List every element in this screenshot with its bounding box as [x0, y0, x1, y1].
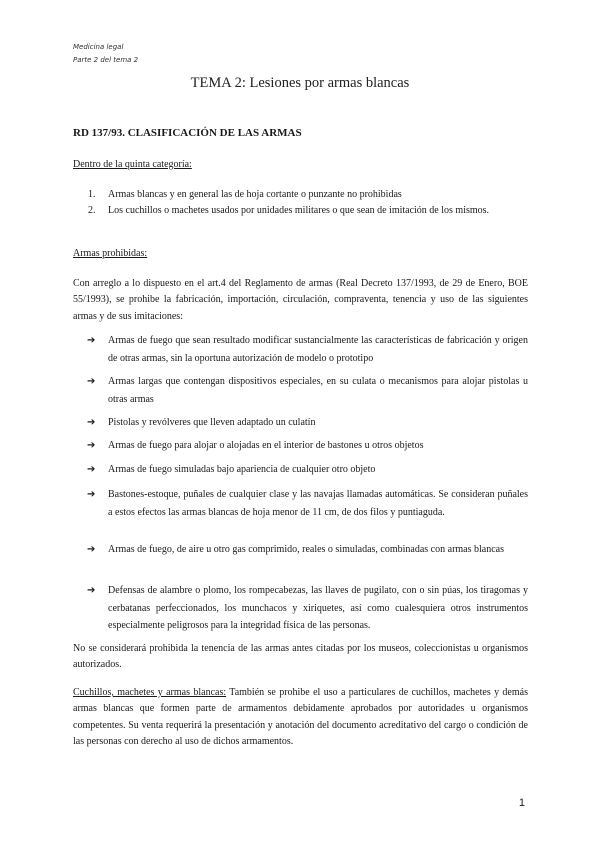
prohibited-item: [88, 414, 528, 432]
arrow-right-icon: ➔: [87, 440, 96, 451]
arrow-right-icon: ➔: [87, 335, 96, 346]
prohibited-item-text: Armas de fuego simuladas bajo apariencia de cualquier otro objeto: [108, 464, 376, 475]
list-item: [89, 204, 528, 218]
arrow-right-icon: ➔: [87, 585, 96, 596]
cuchillos-label: Cuchillos, machetes y armas blancas:: [73, 687, 227, 698]
arrow-right-icon: ➔: [87, 544, 96, 555]
arrow-right-icon: ➔: [87, 489, 96, 500]
prohibited-item: [88, 332, 528, 367]
prohibited-item-text: Bastones-estoque, puñales de cualquier clase y las navajas llamadas automáticas. Se consideran puñales a estos efectos las armas blancas de hoja menor de 11 cm, de dos filos y puntiaguda.: [108, 489, 528, 518]
prohibited-item-text: Defensas de alambre o plomo, los rompecabezas, las llaves de pugilato, con o sin púas, los tiragomas y cerbatanas perfeccionados, los munchacos y xiriquetes, así como cualesquiera otros instrumentos especialmente peligrosos para la integridad física de las personas.: [108, 585, 528, 631]
prohibited-item: [88, 486, 528, 521]
cuchillos-text: También se prohibe el uso a particulares de cuchillos, machetes y demás armas blancas que formen parte de armamentos debidamente aprobados por autoridades u organismos competentes. Su venta requerirá la presentación y anotación del documento acreditativo del cargo o condición de las personas con derecho al uso de dichos armamentos.: [73, 687, 528, 747]
prohibited-item: [88, 437, 528, 455]
cuchillos-paragraph: [73, 685, 528, 750]
list-number: 1.: [88, 189, 96, 200]
prohibidas-heading: Armas prohibidas:: [73, 248, 148, 259]
list-text: Los cuchillos o machetes usados por unidades militares o que sean de imitación de los mismos.: [108, 205, 490, 216]
prohibited-item-text: Armas de fuego que sean resultado modificar sustancialmente las características de fabricación y origen de otras armas, sin la oportuna autorización de modelo o prototipo: [108, 335, 528, 364]
header-part: Parte 2 del tema 2: [73, 56, 139, 64]
prohibited-item: [88, 582, 528, 635]
list-text: Armas blancas y en general las de hoja cortante o punzante no prohibidas: [108, 189, 402, 200]
prohibited-item-text: Armas de fuego, de aire u otro gas comprimido, reales o simuladas, combinadas con armas blancas: [108, 544, 504, 555]
prohibited-item-text: Armas largas que contengan dispositivos especiales, en su culata o mecanismos para alojar pistolas u otras armas: [108, 376, 528, 405]
document-title: TEMA 2: Lesiones por armas blancas: [190, 75, 410, 91]
prohibited-item-text: Armas de fuego para alojar o alojadas en el interior de bastones u otros objetos: [108, 440, 424, 451]
prohibited-item: [88, 541, 528, 559]
quinta-heading: Dentro de la quinta categoría:: [73, 159, 192, 170]
arrow-right-icon: ➔: [87, 417, 96, 428]
arrow-right-icon: ➔: [87, 464, 96, 475]
list-number: 2.: [88, 205, 96, 216]
prohibited-item: [88, 461, 528, 479]
prohibidas-intro: Con arreglo a lo dispuesto en el art.4 del Reglamento de armas (Real Decreto 137/1993, de 29 de Enero, BOE 55/1993), se prohibe la fabricación, importación, circulación, compraventa, tenencia y uso de las siguientes armas y de sus imitaciones:: [73, 278, 528, 322]
prohibited-item-text: Pistolas y revólveres que lleven adaptado un culatín: [108, 417, 316, 428]
arrow-right-icon: ➔: [87, 376, 96, 387]
section-heading: RD 137/93. CLASIFICACIÓN DE LAS ARMAS: [73, 127, 302, 139]
page-number: 1: [518, 797, 525, 809]
header-course: Medicina legal: [73, 43, 124, 51]
list-item: [89, 188, 528, 202]
prohibited-item: [88, 373, 528, 408]
prohibidas-note: No se considerará prohibida la tenencia de las armas antes citadas por los museos, coleccionistas u organismos autorizados.: [73, 643, 528, 671]
